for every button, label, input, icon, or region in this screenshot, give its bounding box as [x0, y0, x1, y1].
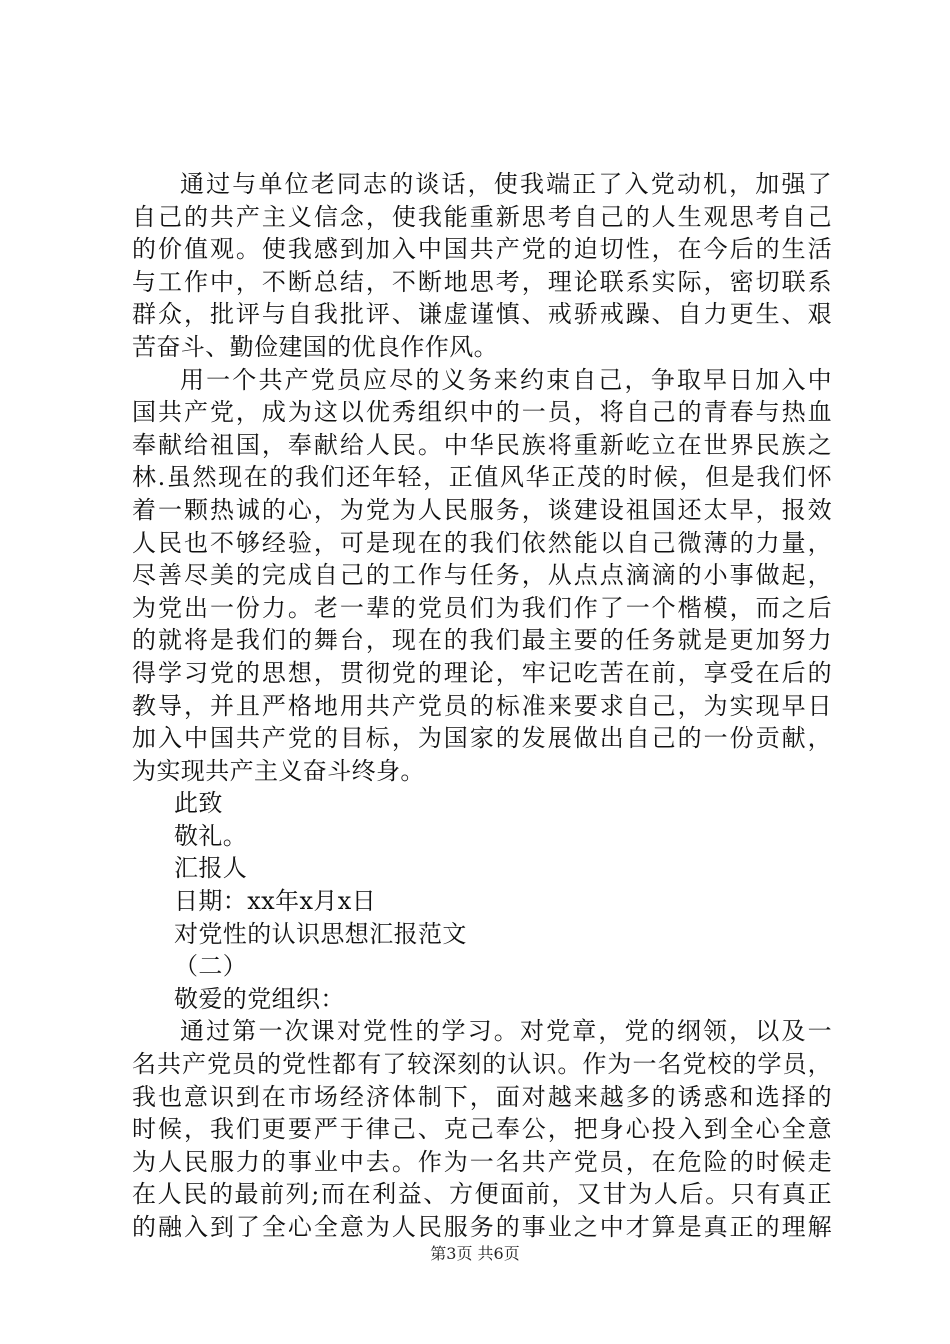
text-line: 国共产党，成为这以优秀组织中的一员，将自己的青春与热血	[132, 398, 832, 427]
greeting: 敬爱的党组织：	[174, 984, 345, 1013]
closing-block	[132, 787, 832, 917]
respect-line: 敬礼。	[174, 821, 248, 850]
text-line: 加入中国共产党的目标，为国家的发展做出自己的一份贡献，	[132, 724, 832, 753]
salutation: 此致	[174, 789, 223, 818]
text-line: 奉献给祖国，奉献给人民。中华民族将重新屹立在世界民族之	[132, 430, 832, 459]
text-line: 为党出一份力。老一辈的党员们为我们作了一个楷模，而之后	[132, 593, 832, 622]
text-line: 用一个共产党员应尽的义务来约束自己，争取早日加入中	[180, 365, 832, 394]
text-line: 名共产党员的党性都有了较深刻的认识。作为一名党校的学员，	[132, 1050, 832, 1079]
text-line: 通过第一次课对党性的学习。对党章，党的纲领，以及一	[180, 1017, 832, 1046]
text-line: 为人民服力的事业中去。作为一名共产党员，在危险的时候走	[132, 1147, 832, 1176]
text-line: 通过与单位老同志的谈话，使我端正了入党动机，加强了	[180, 170, 832, 198]
text-line: 教导，并且严格地用共产党员的标准来要求自己，为实现早日	[132, 691, 832, 720]
paragraph-3	[132, 1015, 832, 1243]
date-line: 日期：xx年x月x日	[174, 887, 377, 916]
text-line: 我也意识到在市场经济体制下，面对越来越多的诱惑和选择的	[132, 1082, 832, 1111]
text-line: 自己的共产主义信念，使我能重新思考自己的人生观思考自己	[132, 202, 832, 231]
text-line: 苦奋斗、勤俭建国的优良作作风。	[132, 332, 498, 361]
text-line: 为实现共产主义奋斗终身。	[132, 756, 425, 785]
text-line: 的融入到了全心全意为人民服务的事业之中才算是真正的理解	[132, 1213, 832, 1241]
text-line: 尽善尽美的完成自己的工作与任务，从点点滴滴的小事做起，	[132, 561, 832, 590]
text-line: 在人民的最前列;而在利益、方便面前，又甘为人后。只有真正	[132, 1180, 832, 1209]
text-line: 的就将是我们的舞台，现在的我们最主要的任务就是更加努力	[132, 626, 832, 655]
text-line: 的价值观。使我感到加入中国共产党的迫切性，在今后的生活	[132, 235, 832, 264]
text-line: 人民也不够经验，可是现在的我们依然能以自己微薄的力量，	[132, 528, 832, 557]
text-line: 得学习党的思想，贯彻党的理论，牢记吃苦在前，享受在后的	[132, 658, 832, 687]
section-title: 对党性的认识思想汇报范文	[174, 919, 467, 948]
paragraph-1	[132, 168, 832, 364]
paragraph-2	[132, 364, 832, 788]
page-footer: 第3页 共6页	[430, 1244, 520, 1263]
text-line: 时候，我们更要严于律己、克己奉公，把身心投入到全心全意	[132, 1115, 832, 1144]
text-line: 着一颗热诚的心，为党为人民服务，谈建设祖国还太早，报效	[132, 495, 832, 524]
text-line: 林.虽然现在的我们还年轻，正值风华正茂的时候，但是我们怀	[132, 463, 832, 492]
document-body	[132, 168, 832, 1244]
text-line: 群众，批评与自我批评、谦虚谨慎、戒骄戒躁、自力更生、艰	[132, 300, 832, 329]
reporter-line: 汇报人	[174, 854, 248, 883]
text-line: 与工作中，不断总结，不断地思考，理论联系实际，密切联系	[132, 267, 832, 296]
section-number: （二）	[174, 952, 248, 981]
